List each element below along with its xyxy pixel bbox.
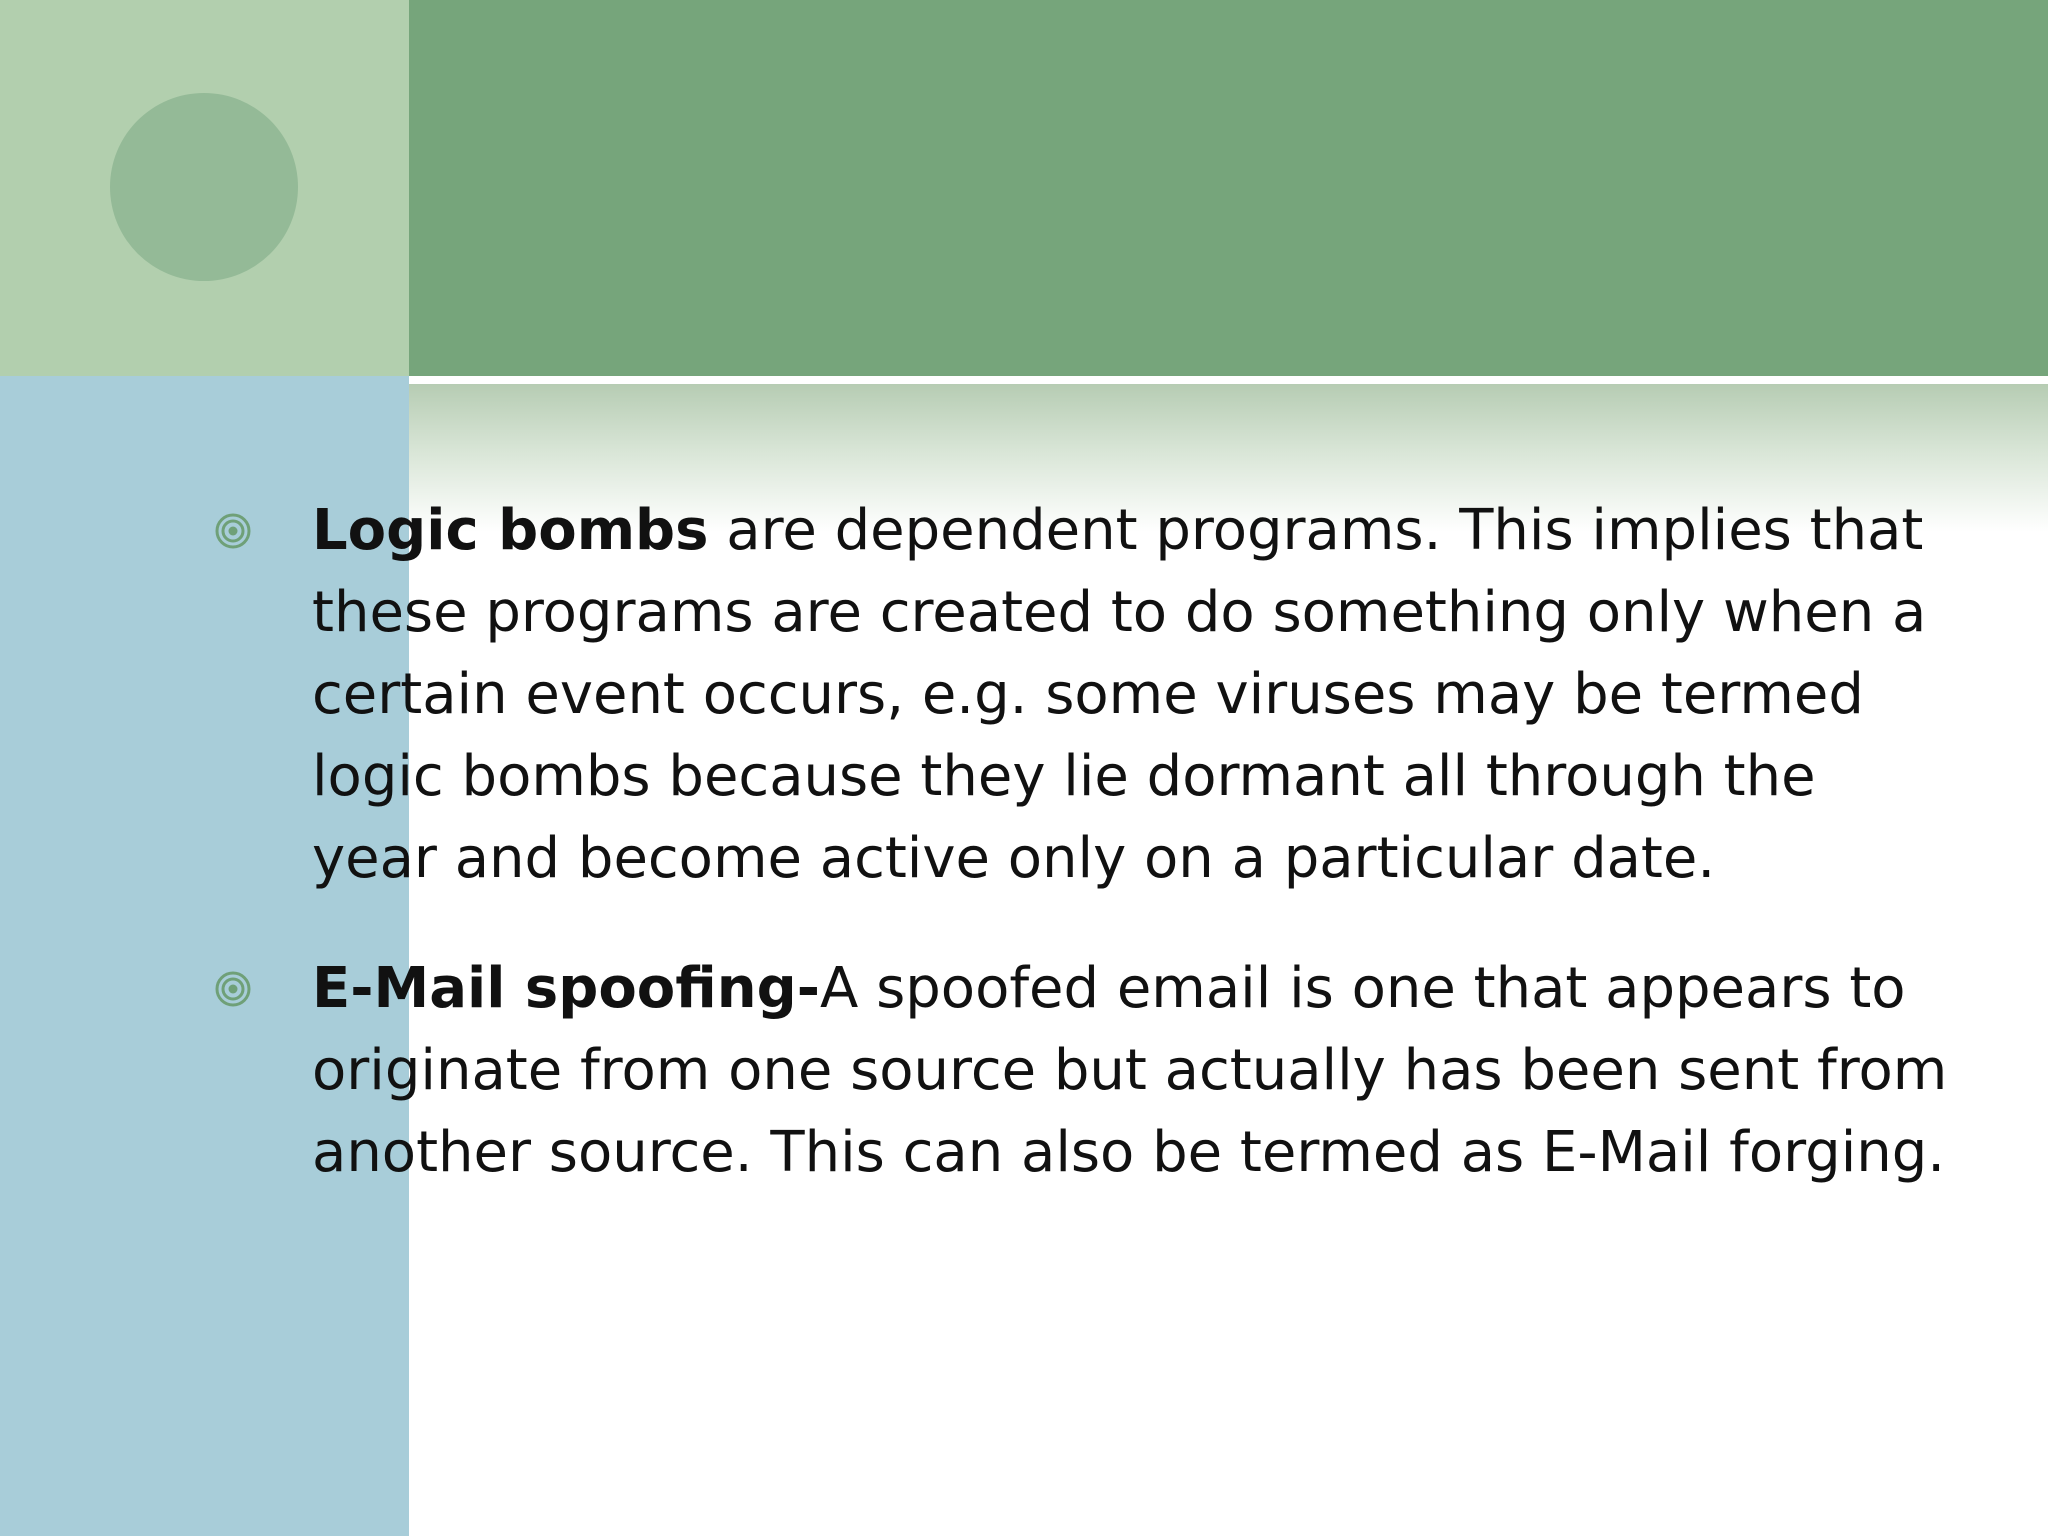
bullet-item-email-spoofing [210,948,1950,1194]
bullet-term: E-Mail spoofing- [312,956,820,1021]
concentric-circle-bullet-icon [214,970,252,1008]
header-accent-block [0,0,409,376]
header-divider [409,376,2048,384]
bullet-text: A spoofed email is one that appears to originate from one source but actually has been sent from another source. This can also be termed as E-Mail forging. [312,956,1948,1185]
bullet-list [210,490,1950,1242]
bullet-term: Logic bombs [312,498,709,563]
bullet-text: are dependent programs. This implies that these programs are created to do something only when a certain event occurs, e.g. some viruses may be termed logic bombs because they lie dormant all through the year and become active only on a particular date. [312,498,1927,891]
concentric-circle-bullet-icon [214,512,252,550]
decorative-circle [110,93,298,281]
bullet-item-logic-bombs [210,490,1950,900]
header-band [409,0,2048,376]
